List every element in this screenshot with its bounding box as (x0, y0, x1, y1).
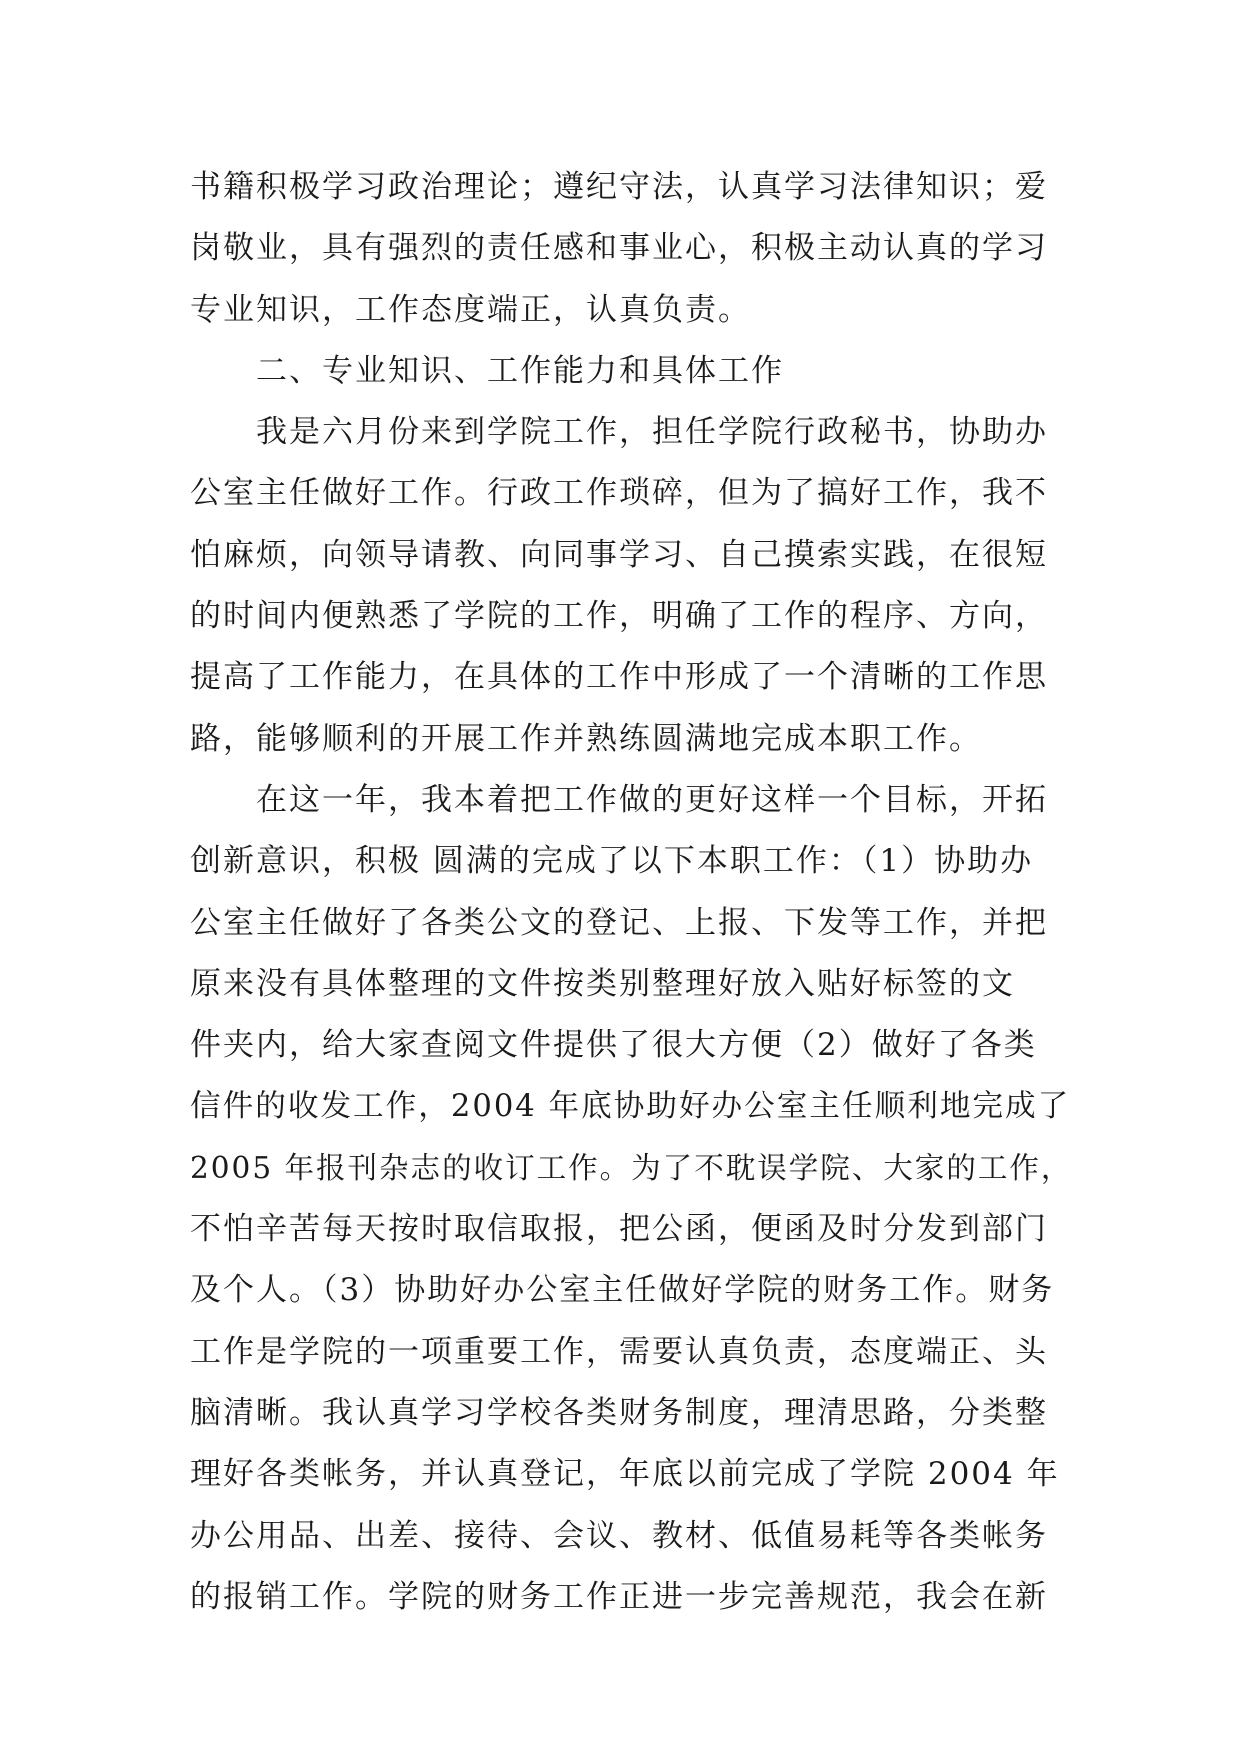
text-line: 专业知识，工作态度端正，认真负责。 (190, 291, 751, 328)
text-line: 不怕辛苦每天按时取信取报，把公函，便函及时分发到部门 (190, 1211, 1048, 1248)
text-line: 的时间内便熟悉了学院的工作，明确了工作的程序、方向， (190, 598, 1048, 635)
text-line: 件夹内，给大家查阅文件提供了很大方便（2）做好了各类 (190, 1027, 1037, 1064)
body-text (190, 157, 1073, 1628)
text-line: 及个人。（3）协助好办公室主任做好学院的财务工作。财务 (190, 1272, 1055, 1309)
text-line: 的报销工作。学院的财务工作正进一步完善规范，我会在新 (190, 1578, 1048, 1615)
text-line: 信件的收发工作，2004 年底协助好办公室主任顺利地完成了 (190, 1089, 1071, 1125)
text-line: 公室主任做好了各类公文的登记、上报、下发等工作，并把 (190, 904, 1048, 941)
text-line: 公室主任做好工作。行政工作琐碎，但为了搞好工作，我不 (190, 475, 1048, 512)
text-line: 提高了工作能力，在具体的工作中形成了一个清晰的工作思 (190, 659, 1048, 696)
text-line: 在这一年，我本着把工作做的更好这样一个目标，开拓 (256, 781, 1048, 818)
text-line: 书籍积极学习政治理论；遵纪守法，认真学习法律知识；爱 (190, 169, 1048, 205)
text-line: 脑清晰。我认真学习学校各类财务制度，理清思路，分类整 (190, 1394, 1048, 1431)
text-line: 理好各类帐务，并认真登记，年底以前完成了学院 2004 年 (190, 1456, 1060, 1493)
text-line: 我是六月份来到学院工作，担任学院行政秘书，协助办 (256, 414, 1048, 451)
text-line: 二、专业知识、工作能力和具体工作 (256, 352, 784, 389)
text-line: 路，能够顺利的开展工作并熟练圆满地完成本职工作。 (190, 720, 982, 757)
text-line: 2005 年报刊杂志的收订工作。为了不耽误学院、大家的工作， (190, 1150, 1073, 1185)
text-line: 原来没有具体整理的文件按类别整理好放入贴好标签的文 (190, 965, 1015, 1002)
text-line: 办公用品、出差、接待、会议、教材、低值易耗等各类帐务 (190, 1517, 1048, 1554)
text-line: 岗敬业，具有强烈的责任感和事业心，积极主动认真的学习 (190, 230, 1048, 267)
text-line: 工作是学院的一项重要工作，需要认真负责，态度端正、头 (190, 1333, 1048, 1370)
text-line: 怕麻烦，向领导请教、向同事学习、自己摸索实践，在很短 (190, 536, 1048, 573)
text-line: 创新意识，积极 圆满的完成了以下本职工作：（1）协助办 (190, 843, 1034, 880)
